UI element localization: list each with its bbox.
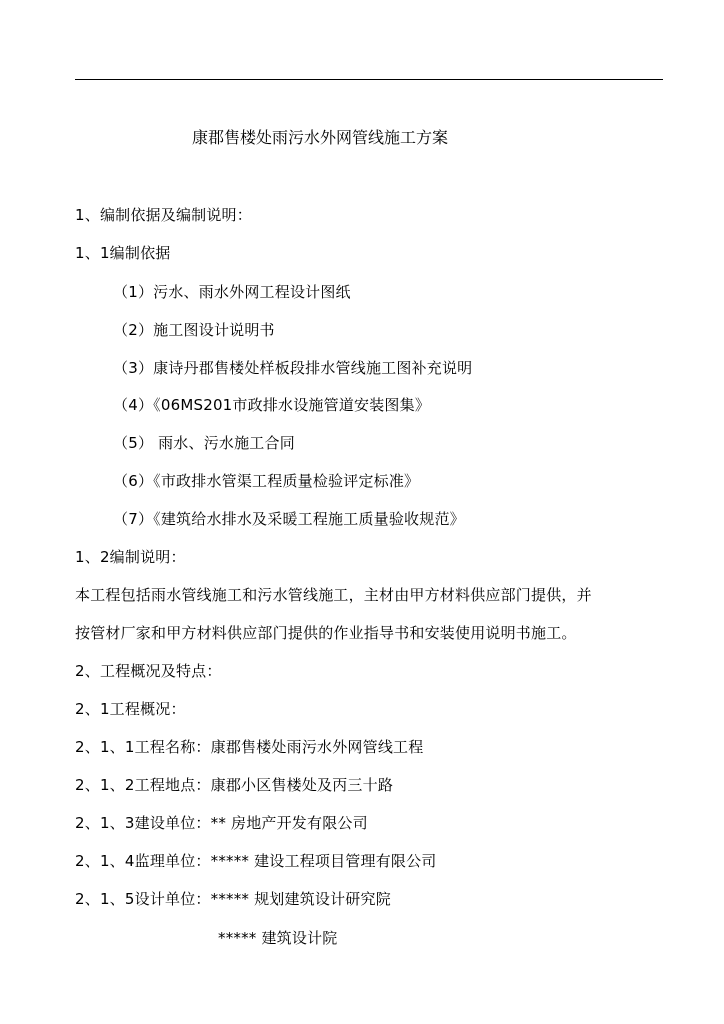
header-rule: [75, 79, 663, 80]
project-info-line: 2、1、3建设单位：** 房地产开发有限公司: [75, 814, 368, 832]
body-paragraph-line: 按管材厂家和甲方材料供应部门提供的作业指导书和安装使用说明书施工。: [75, 624, 577, 642]
document-title: 康郡售楼处雨污水外网管线施工方案: [191, 128, 448, 147]
list-item: （7）《建筑给水排水及采暖工程施工质量验收规范》: [113, 510, 465, 528]
project-info-line: ***** 建筑设计院: [218, 929, 338, 947]
list-item: （6）《市政排水管渠工程质量检验评定标准》: [113, 472, 420, 490]
list-item: （5） 雨水、污水施工合同: [113, 434, 295, 452]
list-item: （4）《06MS201市政排水设施管道安装图集》: [113, 396, 431, 414]
section-heading-1: 1、编制依据及编制说明：: [75, 206, 252, 224]
project-info-line: 2、1、4监理单位：***** 建设工程项目管理有限公司: [75, 852, 437, 870]
project-info-line: 2、1、1工程名称：康郡售楼处雨污水外网管线工程: [75, 738, 424, 756]
subsection-heading: 1、1编制依据: [75, 244, 171, 262]
list-item: （3）康诗丹郡售楼处样板段排水管线施工图补充说明: [113, 359, 473, 377]
list-item: （1）污水、雨水外网工程设计图纸: [113, 283, 351, 301]
subsection-heading: 2、1工程概况：: [75, 700, 186, 718]
list-item: （2）施工图设计说明书: [113, 321, 275, 339]
section-heading-2: 2、工程概况及特点：: [75, 662, 222, 680]
project-info-line: 2、1、2工程地点：康郡小区售楼处及丙三十路: [75, 776, 394, 794]
subsection-heading: 1、2编制说明：: [75, 548, 186, 566]
body-paragraph-line: 本工程包括雨水管线施工和污水管线施工，主材由甲方材料供应部门提供，并: [75, 586, 592, 604]
project-info-line: 2、1、5设计单位：***** 规划建筑设计研究院: [75, 890, 391, 908]
